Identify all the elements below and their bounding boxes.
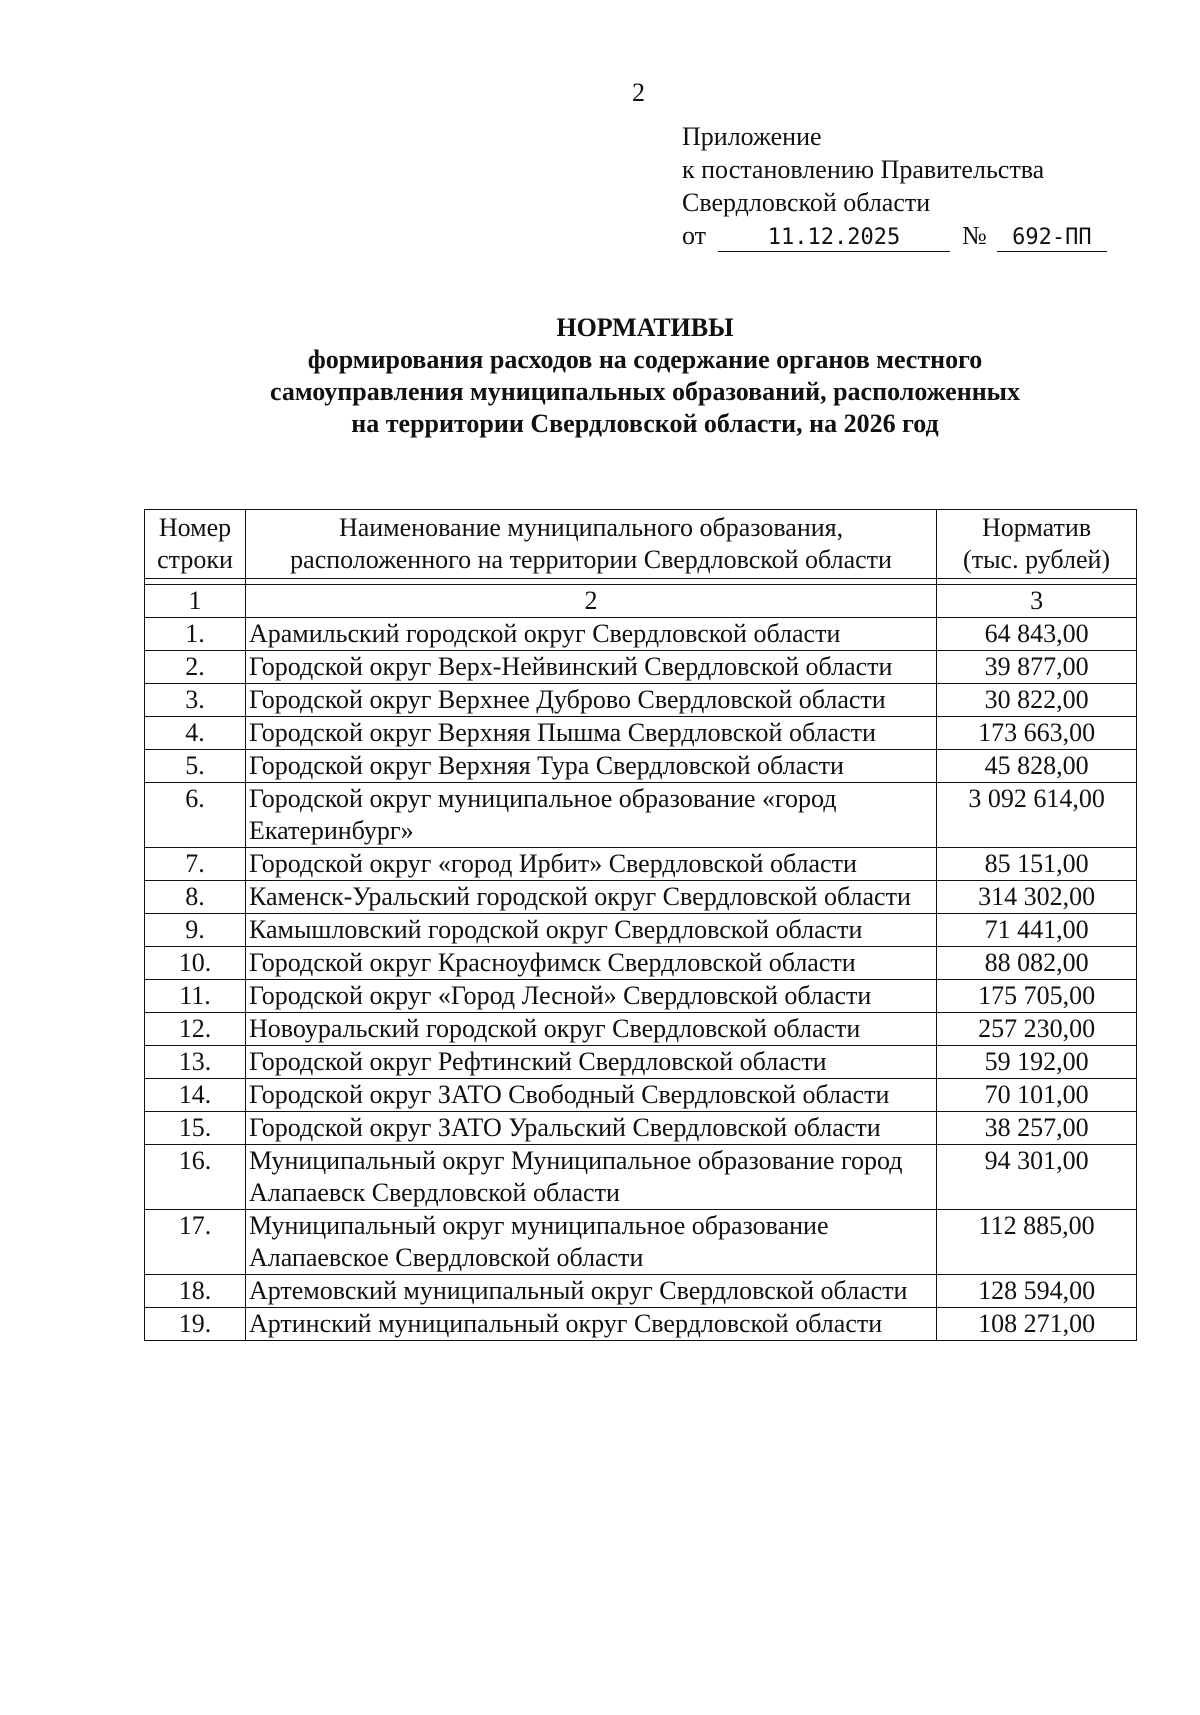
column-index-3: 3: [937, 585, 1137, 618]
appendix-line-2: к постановлению Правительства: [682, 155, 1045, 184]
norm-value: 175 705,00: [937, 980, 1137, 1013]
appendix-line-1: Приложение: [682, 122, 822, 151]
row-number: 7.: [145, 848, 246, 881]
resolution-number: 692-ПП: [997, 226, 1107, 252]
municipality-name: Артемовский муниципальный округ Свердловской области: [245, 1275, 936, 1308]
header-municipality-line-2: расположенного на территории Свердловской области: [290, 545, 892, 574]
appendix-date-line: [682, 219, 1107, 252]
municipality-name: Арамильский городской округ Свердловской области: [245, 618, 936, 651]
row-number: 14.: [145, 1079, 246, 1112]
row-number: 18.: [145, 1275, 246, 1308]
table-row: [145, 980, 1137, 1013]
row-number: 17.: [145, 1210, 246, 1275]
municipality-name: Городской округ Рефтинский Свердловской области: [245, 1046, 936, 1079]
municipality-name: Городской округ Красноуфимск Свердловской области: [245, 947, 936, 980]
table-row: [145, 1046, 1137, 1079]
norm-value: 39 877,00: [937, 651, 1137, 684]
municipality-name: Городской округ Верхняя Тура Свердловской области: [245, 750, 936, 783]
row-number: 15.: [145, 1112, 246, 1145]
header-norm-line-2: (тыс. рублей): [963, 545, 1111, 574]
appendix-line-3: Свердловской области: [682, 188, 931, 217]
municipality-name: Городской округ ЗАТО Уральский Свердловской области: [245, 1112, 936, 1145]
municipality-name: Городской округ «город Ирбит» Свердловской области: [245, 848, 936, 881]
municipality-name: Городской округ «Город Лесной» Свердловской области: [245, 980, 936, 1013]
table-row: [145, 881, 1137, 914]
table-row: [145, 717, 1137, 750]
row-number: 2.: [145, 651, 246, 684]
norm-value: 108 271,00: [937, 1308, 1137, 1341]
municipality-name: Каменск-Уральский городской округ Свердловской области: [245, 881, 936, 914]
row-number: 9.: [145, 914, 246, 947]
norm-value: 94 301,00: [937, 1145, 1137, 1210]
norm-value: 257 230,00: [937, 1013, 1137, 1046]
municipality-name: Городской округ муниципальное образование «город Екатеринбург»: [245, 783, 936, 848]
column-index-1: 1: [145, 585, 246, 618]
municipality-name: Городской округ Верхнее Дуброво Свердловской области: [245, 684, 936, 717]
header-norm-line-1: Норматив: [982, 513, 1092, 542]
row-number: 3.: [145, 684, 246, 717]
table-row: [145, 1210, 1137, 1275]
table-row: [145, 1112, 1137, 1145]
row-number: 1.: [145, 618, 246, 651]
table-row: [145, 947, 1137, 980]
norms-table: [144, 509, 1137, 1341]
header-row-number: [145, 510, 246, 579]
norm-value: 45 828,00: [937, 750, 1137, 783]
municipality-name: Новоуральский городской округ Свердловской области: [245, 1013, 936, 1046]
municipality-name: Артинский муниципальный округ Свердловской области: [245, 1308, 936, 1341]
header-municipality-line-1: Наименование муниципального образования,: [338, 513, 844, 542]
table-row: [145, 914, 1137, 947]
municipality-name: Городской округ Верхняя Пышма Свердловской области: [245, 717, 936, 750]
norm-value: 112 885,00: [937, 1210, 1137, 1275]
municipality-name: Городской округ ЗАТО Свободный Свердловской области: [245, 1079, 936, 1112]
column-index-2: 2: [245, 585, 936, 618]
norm-value: 71 441,00: [937, 914, 1137, 947]
norm-value: 314 302,00: [937, 881, 1137, 914]
table-header-row: [145, 510, 1137, 579]
table-row: [145, 1079, 1137, 1112]
title-line-2: самоуправления муниципальных образований, расположенных: [270, 377, 1020, 406]
appendix-block: [682, 120, 1107, 252]
column-index-row: [145, 585, 1137, 618]
table-row: [145, 1308, 1137, 1341]
norm-value: 59 192,00: [937, 1046, 1137, 1079]
row-number: 4.: [145, 717, 246, 750]
norm-value: 3 092 614,00: [937, 783, 1137, 848]
table-row: [145, 1275, 1137, 1308]
header-row-number-line-2: строки: [157, 545, 233, 574]
number-label: №: [962, 221, 987, 250]
norm-value: 30 822,00: [937, 684, 1137, 717]
table-row: [145, 684, 1137, 717]
norm-value: 128 594,00: [937, 1275, 1137, 1308]
municipality-name: Городской округ Верх-Нейвинский Свердловской области: [245, 651, 936, 684]
title-line-3: на территории Свердловской области, на 2026 год: [351, 409, 939, 438]
municipality-name: Муниципальный округ Муниципальное образование город Алапаевск Свердловской области: [245, 1145, 936, 1210]
resolution-date: 11.12.2025: [718, 226, 950, 252]
from-label: от: [682, 221, 707, 250]
table-row: [145, 618, 1137, 651]
title-line-1: формирования расходов на содержание органов местного: [307, 345, 983, 374]
row-number: 6.: [145, 783, 246, 848]
row-number: 16.: [145, 1145, 246, 1210]
norm-value: 64 843,00: [937, 618, 1137, 651]
row-number: 13.: [145, 1046, 246, 1079]
municipality-name: Камышловский городской округ Свердловской области: [245, 914, 936, 947]
table-row: [145, 783, 1137, 848]
table-row: [145, 1013, 1137, 1046]
norm-value: 88 082,00: [937, 947, 1137, 980]
norm-value: 70 101,00: [937, 1079, 1137, 1112]
row-number: 5.: [145, 750, 246, 783]
document-title: [0, 312, 1200, 440]
row-number: 10.: [145, 947, 246, 980]
title-heading: НОРМАТИВЫ: [556, 313, 734, 342]
header-municipality-name: [245, 510, 936, 579]
row-number: 11.: [145, 980, 246, 1013]
header-norm-value: [937, 510, 1137, 579]
table-row: [145, 1145, 1137, 1210]
table-row: [145, 651, 1137, 684]
row-number: 8.: [145, 881, 246, 914]
norm-value: 85 151,00: [937, 848, 1137, 881]
page-number: 2: [632, 78, 645, 107]
header-row-number-line-1: Номер: [158, 513, 232, 542]
municipality-name: Муниципальный округ муниципальное образование Алапаевское Свердловской области: [245, 1210, 936, 1275]
row-number: 19.: [145, 1308, 246, 1341]
table-row: [145, 848, 1137, 881]
table-row: [145, 750, 1137, 783]
norm-value: 173 663,00: [937, 717, 1137, 750]
row-number: 12.: [145, 1013, 246, 1046]
norm-value: 38 257,00: [937, 1112, 1137, 1145]
